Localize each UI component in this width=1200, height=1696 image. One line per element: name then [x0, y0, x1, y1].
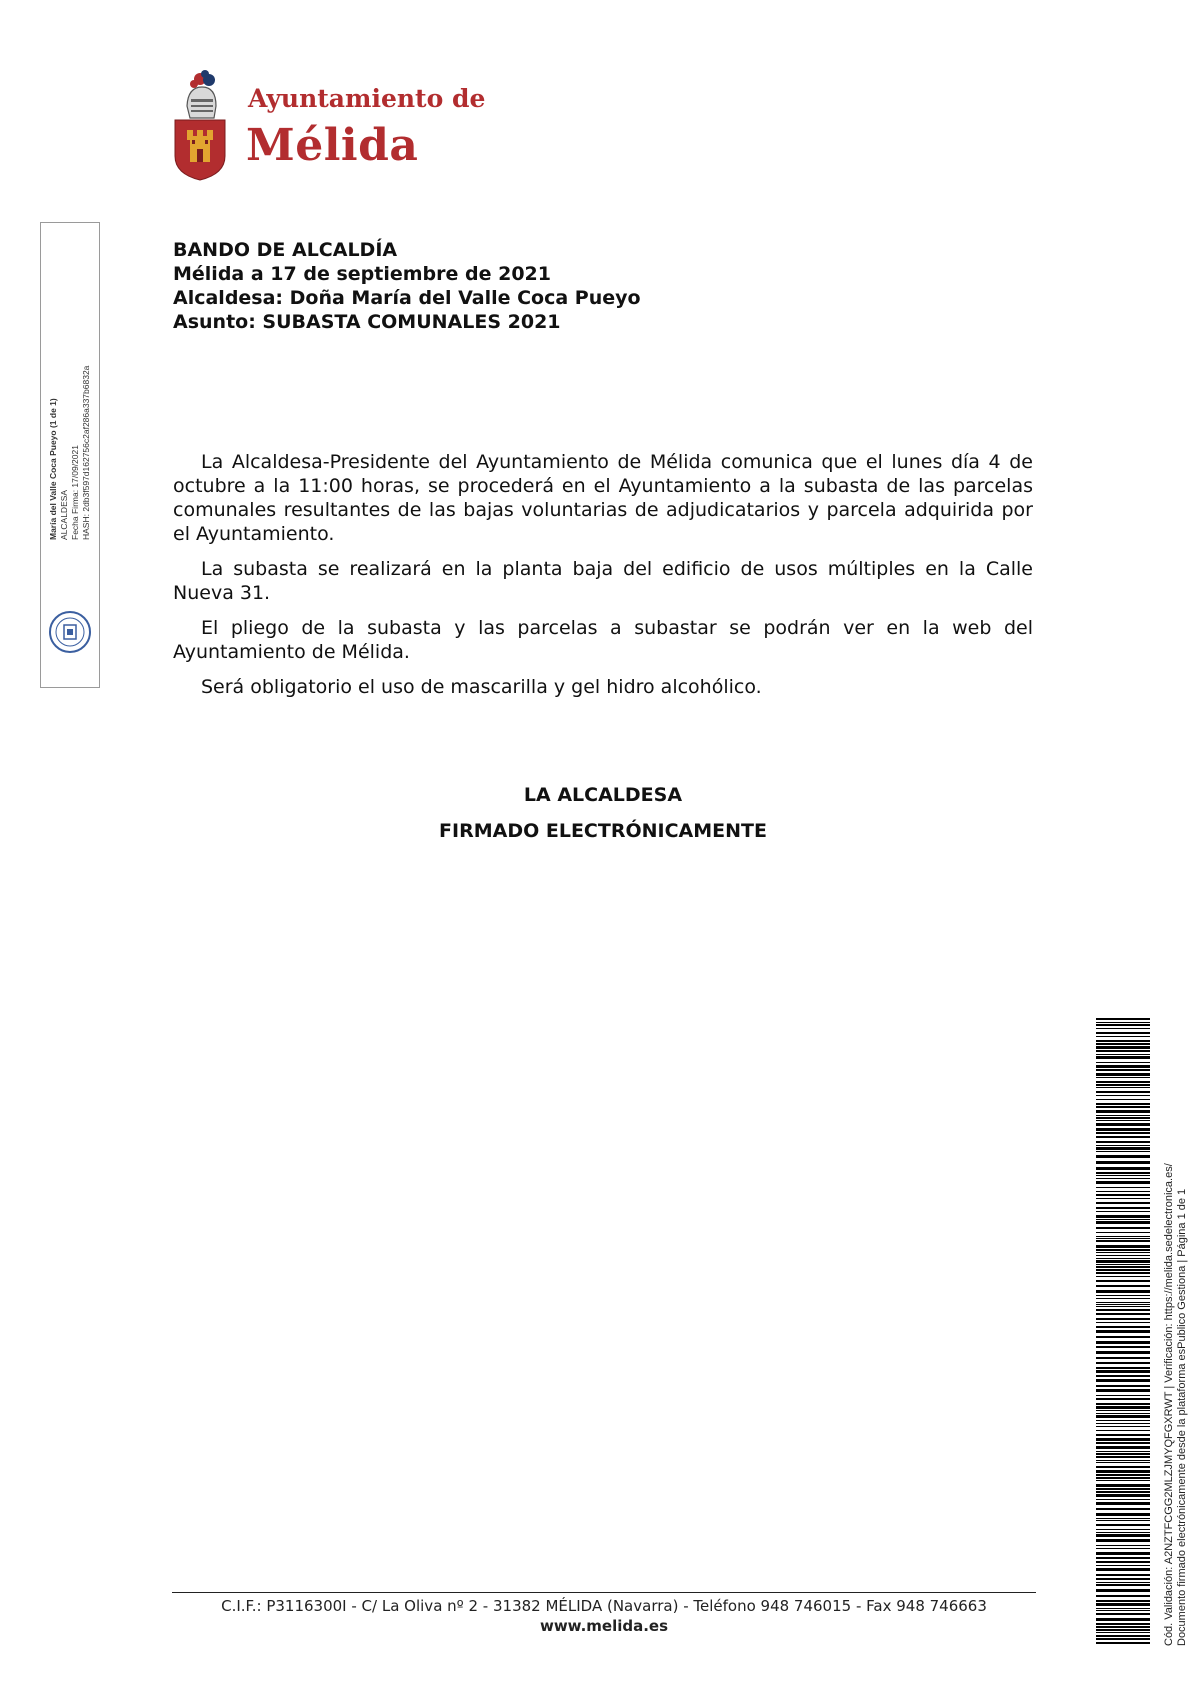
barcode-bar [1096, 1255, 1150, 1256]
barcode-bar [1096, 1600, 1150, 1602]
barcode-bar [1096, 1513, 1150, 1516]
barcode-bar [1096, 1087, 1150, 1088]
barcode-bar [1096, 1426, 1150, 1427]
barcode-bar [1096, 1280, 1150, 1282]
barcode-bar [1096, 1236, 1150, 1237]
heading-date: Mélida a 17 de septiembre de 2021 [173, 263, 551, 285]
barcode-bar [1096, 1520, 1150, 1521]
barcode-bar [1096, 1446, 1150, 1449]
logo-title-line1: Ayuntamiento de [248, 84, 486, 113]
barcode-bar [1096, 1266, 1150, 1268]
barcode-bar [1096, 1145, 1150, 1146]
footer-website[interactable]: www.melida.es [539, 1617, 669, 1635]
document-heading [173, 238, 641, 334]
barcode-bar [1096, 1024, 1150, 1026]
barcode-bar [1096, 1532, 1150, 1533]
barcode-bar [1096, 1032, 1150, 1034]
barcode-bar [1096, 1313, 1150, 1315]
barcode-bar [1096, 1341, 1150, 1344]
barcode-bar [1096, 1534, 1150, 1537]
barcode-bar [1096, 1608, 1150, 1609]
barcode-bar [1096, 1065, 1150, 1068]
barcode-bar [1096, 1285, 1150, 1287]
barcode-bar [1096, 1362, 1150, 1364]
barcode-bar [1096, 1161, 1150, 1164]
barcode-bar [1096, 1175, 1150, 1176]
barcode-bar [1096, 1084, 1150, 1086]
barcode-bar [1096, 1120, 1150, 1121]
barcode-bar [1096, 1582, 1150, 1583]
barcode-bar [1096, 1036, 1150, 1037]
validation-barcode [1096, 1018, 1150, 1646]
barcode-bar [1096, 1062, 1150, 1063]
barcode-bar [1096, 1147, 1150, 1150]
barcode-bar [1096, 1385, 1150, 1387]
barcode-bar [1096, 1181, 1150, 1184]
barcode-bar [1096, 1172, 1150, 1174]
barcode-bar [1096, 1095, 1150, 1096]
body-paragraph: La Alcaldesa-Presidente del Ayuntamiento de Mélida comunica que el lunes día 4 de octubre a la 11:00 horas, se procederá en el Ayuntamiento a la subasta de las parcelas comunales resultantes de las bajas voluntarias de adjudicatarios y parcela adquirida por el Ayuntamiento. [173, 451, 1033, 545]
stamp-signer: María del Valle Coca Pueyo (1 de 1) [48, 398, 58, 540]
heading-title: BANDO DE ALCALDÍA [173, 239, 398, 261]
barcode-bar [1096, 1258, 1150, 1259]
barcode-bar [1096, 1578, 1150, 1580]
validation-code: Cód. Validación: A2NZTFCGG2MLZJMYQFGXRWT | Verificación: https://melida.sedelectronica.es/ [1163, 1163, 1175, 1646]
barcode-bar [1096, 1318, 1150, 1320]
barcode-bar [1096, 1423, 1150, 1424]
barcode-bar [1096, 1539, 1150, 1542]
barcode-bar [1096, 1194, 1150, 1196]
signature-role: LA ALCALDESA [523, 784, 683, 806]
barcode-bar [1096, 1198, 1150, 1199]
barcode-bar [1096, 1413, 1150, 1414]
barcode-bar [1096, 1552, 1150, 1555]
barcode-bar [1096, 1215, 1150, 1218]
barcode-bar [1096, 1295, 1150, 1296]
barcode-bar [1096, 1211, 1150, 1212]
barcode-bar [1096, 1548, 1150, 1549]
barcode-bar [1096, 1326, 1150, 1328]
barcode-bar [1096, 1022, 1150, 1023]
validation-platform: Documento firmado electrónicamente desde la plataforma esPublico Gestiona | Página 1 de 1 [1176, 1188, 1188, 1646]
barcode-bar [1096, 1028, 1150, 1029]
barcode-bar [1096, 1565, 1150, 1566]
footer-address: C.I.F.: P3116300I - C/ La Oliva nº 2 - 31382 MÉLIDA (Navarra) - Teléfono 948 746015 - Fax 948 746663 [221, 1597, 987, 1615]
barcode-bar [1096, 1626, 1150, 1628]
barcode-bar [1096, 1269, 1150, 1271]
barcode-bar [1096, 1117, 1150, 1119]
barcode-bar [1096, 1151, 1150, 1152]
municipality-logo [170, 70, 510, 185]
barcode-bar [1096, 1245, 1150, 1248]
barcode-bar [1096, 1115, 1150, 1116]
barcode-bar [1096, 1155, 1150, 1158]
barcode-bar [1096, 1167, 1150, 1170]
barcode-bar [1096, 1524, 1150, 1526]
barcode-bar [1096, 1623, 1150, 1625]
barcode-bar [1096, 1508, 1150, 1510]
barcode-bar [1096, 1136, 1150, 1138]
barcode-bar [1096, 1529, 1150, 1530]
barcode-bar [1096, 1453, 1150, 1455]
barcode-bar [1096, 1499, 1150, 1500]
barcode-bar [1096, 1470, 1150, 1473]
barcode-bar [1096, 1398, 1150, 1400]
barcode-bar [1096, 1420, 1150, 1421]
barcode-bar [1096, 1379, 1150, 1382]
barcode-bar [1096, 1227, 1150, 1229]
barcode-bar [1096, 1613, 1150, 1615]
barcode-bar [1096, 1232, 1150, 1233]
barcode-bar [1096, 1240, 1150, 1242]
barcode-bar [1096, 1050, 1150, 1052]
barcode-bar [1096, 1103, 1150, 1105]
barcode-bar [1096, 1207, 1150, 1209]
barcode-bar [1096, 1557, 1150, 1559]
barcode-bar [1096, 1141, 1150, 1143]
barcode-bar [1096, 1081, 1150, 1083]
barcode-bar [1096, 1488, 1150, 1490]
validation-text [1163, 1163, 1189, 1646]
barcode-bar [1096, 1466, 1150, 1468]
barcode-bar [1096, 1502, 1150, 1505]
barcode-bar [1096, 1574, 1150, 1576]
barcode-bar [1096, 1474, 1150, 1476]
barcode-bar [1096, 1584, 1150, 1586]
barcode-bar [1096, 1091, 1150, 1093]
barcode-bar [1096, 1477, 1150, 1479]
barcode-bar [1096, 1406, 1150, 1409]
barcode-bar [1096, 1302, 1150, 1303]
stamp-date: Fecha Firma: 17/09/2021 [70, 445, 80, 540]
barcode-bar [1096, 1056, 1150, 1059]
barcode-bar [1096, 1357, 1150, 1359]
barcode-bar [1096, 1635, 1150, 1637]
body-paragraph: La subasta se realizará en la planta baja del edificio de usos múltiples en la Calle Nueva 31. [173, 558, 1033, 604]
barcode-bar [1096, 1054, 1150, 1055]
barcode-bar [1096, 1603, 1150, 1606]
barcode-bar [1096, 1202, 1150, 1204]
barcode-bar [1096, 1438, 1150, 1441]
barcode-bar [1096, 1545, 1150, 1546]
barcode-bar [1096, 1415, 1150, 1418]
barcode-bar [1096, 1351, 1150, 1354]
barcode-bar [1096, 1298, 1150, 1299]
barcode-bar [1096, 1568, 1150, 1571]
barcode-bar [1096, 1462, 1150, 1463]
body-paragraph: Será obligatorio el uso de mascarilla y gel hidro alcohólico. [201, 676, 762, 698]
barcode-bar [1096, 1491, 1150, 1493]
barcode-bar [1096, 1178, 1150, 1179]
barcode-bar [1096, 1219, 1150, 1220]
stamp-hash: HASH: 2db3f597d162756c2af286a337b6832a [81, 365, 91, 540]
barcode-bar [1096, 1494, 1150, 1497]
body-paragraph: El pliego de la subasta y las parcelas a subastar se podrán ver en la web del Ayuntamiento de Mélida. [173, 617, 1033, 663]
barcode-bar [1096, 1110, 1150, 1113]
barcode-bar [1096, 1238, 1150, 1239]
barcode-bar [1096, 1304, 1150, 1305]
barcode-bar [1096, 1043, 1150, 1045]
barcode-bar [1096, 1272, 1150, 1274]
barcode-bar [1096, 1451, 1150, 1452]
barcode-bar [1096, 1290, 1150, 1293]
barcode-bar [1096, 1046, 1150, 1049]
barcode-bar [1096, 1322, 1150, 1323]
barcode-bar [1096, 1480, 1150, 1481]
barcode-bar [1096, 1403, 1150, 1405]
official-seal-icon [48, 610, 92, 654]
barcode-bar [1096, 1306, 1150, 1307]
barcode-bar [1096, 1456, 1150, 1458]
heading-mayor: Alcaldesa: Doña María del Valle Coca Pueyo [173, 287, 641, 309]
barcode-bar [1096, 1330, 1150, 1333]
barcode-bar [1096, 1018, 1150, 1020]
barcode-bar [1096, 1410, 1150, 1411]
barcode-bar [1096, 1191, 1150, 1192]
barcode-bar [1096, 1069, 1150, 1071]
barcode-bar [1096, 1249, 1150, 1251]
barcode-bar [1096, 1430, 1150, 1431]
barcode-bar [1096, 1260, 1150, 1263]
barcode-bar [1096, 1073, 1150, 1076]
barcode-bar [1096, 1434, 1150, 1436]
barcode-bar [1096, 1484, 1150, 1487]
barcode-bar [1096, 1375, 1150, 1377]
barcode-bar [1096, 1040, 1150, 1042]
barcode-bar [1096, 1460, 1150, 1461]
barcode-bar [1096, 1309, 1150, 1311]
barcode-bar [1096, 1642, 1150, 1644]
signature-status: FIRMADO ELECTRÓNICAMENTE [439, 820, 767, 842]
barcode-bar [1096, 1395, 1150, 1396]
barcode-bar [1096, 1132, 1150, 1134]
barcode-bar [1096, 1276, 1150, 1277]
barcode-bar [1096, 1638, 1150, 1640]
barcode-bar [1096, 1389, 1150, 1392]
barcode-bar [1096, 1442, 1150, 1444]
footer-divider [172, 1592, 1036, 1593]
barcode-bar [1096, 1561, 1150, 1563]
barcode-bar [1096, 1629, 1150, 1631]
logo-title-line2: Mélida [246, 120, 419, 171]
stamp-position: ALCALDESA [59, 489, 69, 540]
barcode-bar [1096, 1610, 1150, 1611]
barcode-bar [1096, 1221, 1150, 1224]
barcode-bar [1096, 1077, 1150, 1078]
barcode-bar [1096, 1123, 1150, 1126]
barcode-bar [1096, 1252, 1150, 1253]
barcode-bar [1096, 1595, 1150, 1597]
barcode-bar [1096, 1099, 1150, 1100]
barcode-bar [1096, 1336, 1150, 1338]
barcode-bar [1096, 1367, 1150, 1369]
barcode-bar [1096, 1106, 1150, 1108]
barcode-bar [1096, 1589, 1150, 1592]
heading-subject: Asunto: SUBASTA COMUNALES 2021 [173, 311, 561, 333]
barcode-bar [1096, 1618, 1150, 1621]
barcode-bar [1096, 1128, 1150, 1131]
coat-of-arms-icon [170, 70, 230, 185]
barcode-bar [1096, 1346, 1150, 1348]
document-body [173, 450, 1033, 710]
barcode-bar [1096, 1518, 1150, 1519]
barcode-bar [1096, 1187, 1150, 1188]
barcode-bar [1096, 1264, 1150, 1265]
signature-stamp-text [48, 366, 92, 540]
barcode-bar [1096, 1632, 1150, 1633]
barcode-bar [1096, 1370, 1150, 1373]
